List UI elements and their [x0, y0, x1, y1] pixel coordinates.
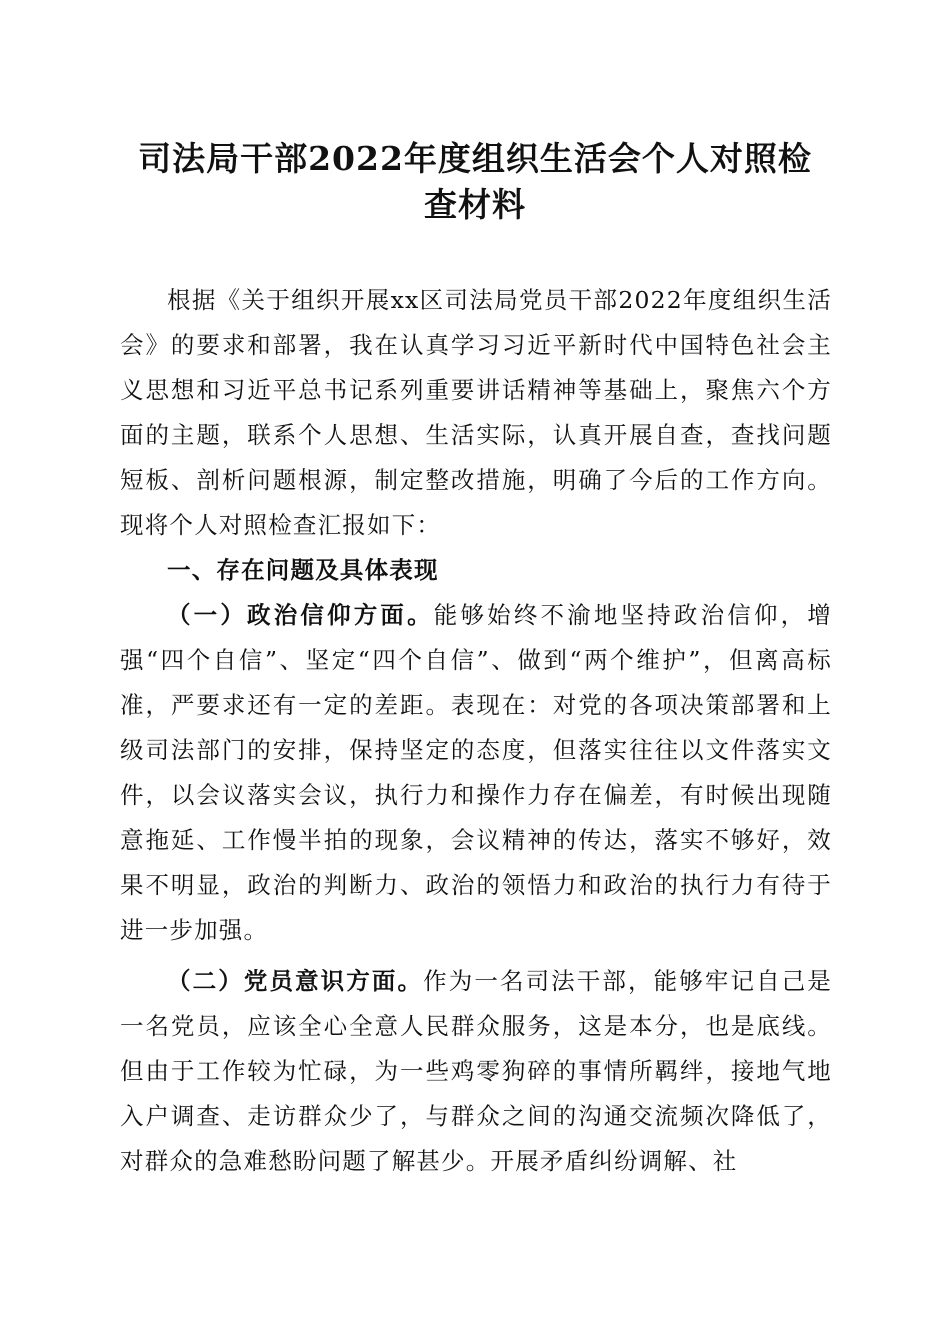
paragraph-party-awareness	[120, 959, 832, 1184]
item1-lead: （一）政治信仰方面。	[167, 601, 434, 629]
paragraph-political-belief	[120, 593, 832, 953]
title-line-1: 司法局干部2022年度组织生活会个人对照检	[138, 139, 812, 178]
section-heading-problems: 一、存在问题及具体表现	[167, 556, 439, 584]
item2-lead: （二）党员意识方面。	[167, 967, 424, 995]
item1-text: 能够始终不渝地坚持政治信仰，增强“四个自信”、坚定“四个自信”、做到“两个维护”，但离高标准，严要求还有一定的差距。表现在：对党的各项决策部署和上级司法部门的安排，保持坚定的态度，但落实往往以文件落实文件，以会议落实会议，执行力和操作力存在偏差，有时候出现随意拖延、工作慢半拍的现象，会议精神的传达，落实不够好，效果不明显，政治的判断力、政治的领悟力和政治的执行力有待于进一步加强。	[120, 601, 833, 944]
intro-paragraph: 根据《关于组织开展xx区司法局党员干部2022年度组织生活会》的要求和部署，我在认真学习习近平新时代中国特色社会主义思想和习近平总书记系列重要讲话精神等基础上，聚焦六个方面的主题，联系个人思想、生活实际，认真开展自查，查找问题短板、剖析问题根源，制定整改措施，明确了今后的工作方向。现将个人对照检查汇报如下：	[120, 286, 832, 539]
document-body	[120, 278, 832, 1184]
document-title	[120, 136, 830, 228]
title-line-2: 查材料	[424, 185, 526, 224]
item2-text: 作为一名司法干部，能够牢记自己是一名党员，应该全心全意人民群众服务，这是本分，也是底线。但由于工作较为忙碌，为一些鸡零狗碎的事情所羁绊，接地气地入户调查、走访群众少了，与群众之间的沟通交流频次降低了，对群众的急难愁盼问题了解甚少。开展矛盾纠纷调解、社	[120, 967, 833, 1175]
